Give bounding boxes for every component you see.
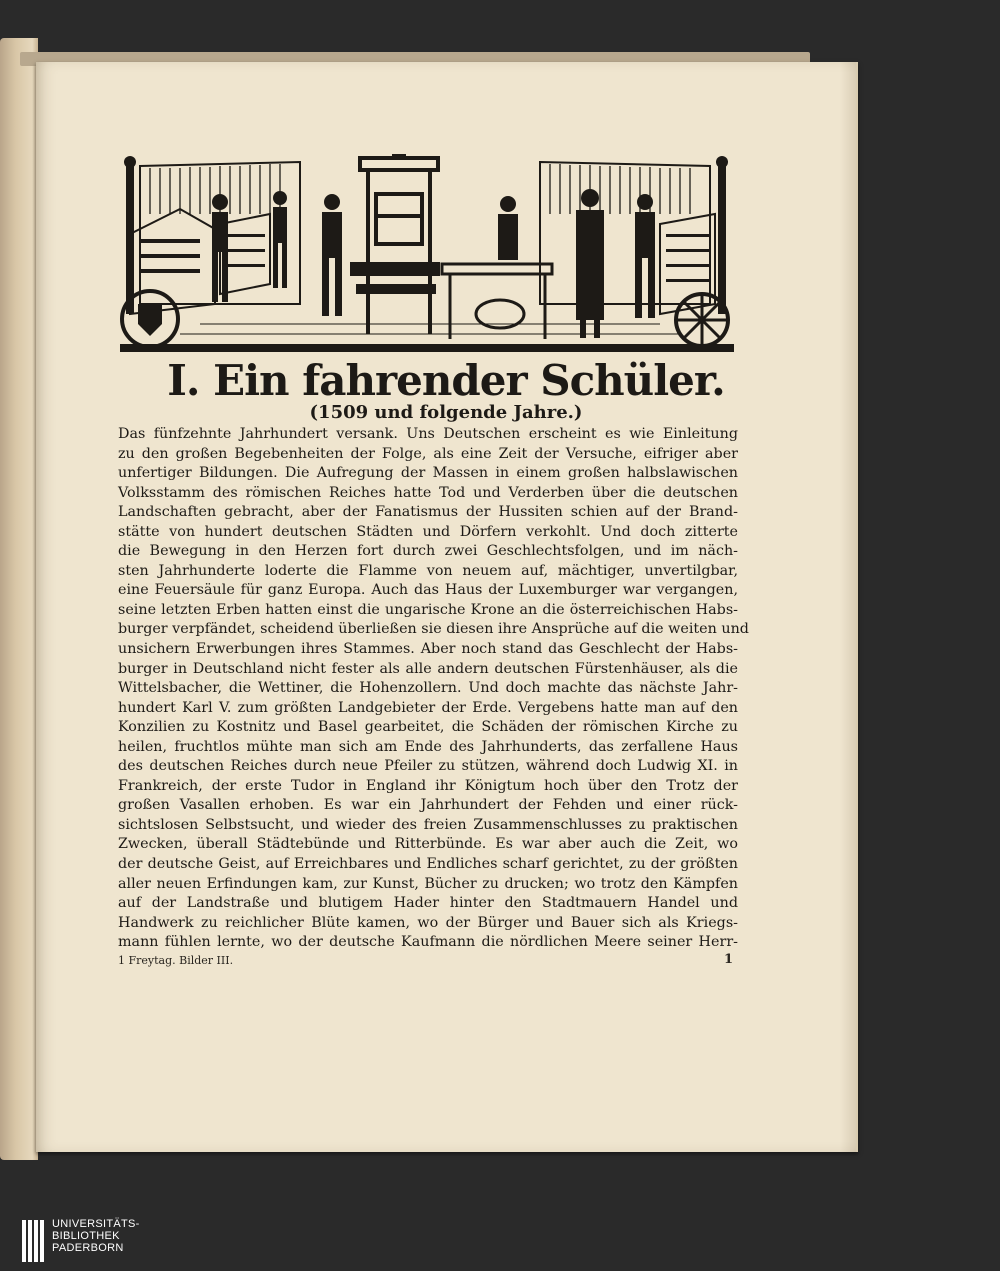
text-line: Konzilien zu Kostnitz und Basel gearbeitet, die Schäden der römischen Kirche zu <box>118 719 738 736</box>
text-line: eine Feuersäule für ganz Europa. Auch das Haus der Luxemburger war vergangen, <box>118 582 738 599</box>
text-line: auf der Landstraße und blutigem Hader hinter den Stadtmauern Handel und <box>118 895 738 912</box>
text-line: großen Vasallen erhoben. Es war ein Jahrhundert der Fehden und einer rück- <box>118 797 738 814</box>
text-line: sten Jahrhunderte loderte die Flamme von neuem auf, mächtiger, unvertilgbar, <box>118 562 738 579</box>
woodcut-printing-workshop-illustration <box>120 154 734 354</box>
library-logo-icon <box>20 1218 46 1264</box>
book-page <box>36 62 858 1152</box>
text-line: burger in Deutschland nicht fester als alle andern deutschen Fürstenhäuser, als die <box>118 660 738 677</box>
footer-signature: 1 Freytag. Bilder III. <box>118 954 234 967</box>
body-text <box>118 425 749 953</box>
text-line: burger verpfändet, scheidend überließen sie diesen ihre Ansprüche auf die weiten und <box>118 621 749 638</box>
text-line: aller neuen Erfindungen kam, zur Kunst, Bücher zu drucken; wo trotz den Kämpfen <box>118 875 738 892</box>
chapter-subtitle: (1509 und folgende Jahre.) <box>309 402 583 423</box>
chapter-title: I. Ein fahrender Schüler. <box>167 356 725 405</box>
text-line: sichtslosen Selbstsucht, und wieder des freien Zusammenschlusses zu praktischen <box>118 816 738 833</box>
text-line: Landschaften gebracht, aber der Fanatismus der Hussiten schien auf der Brand- <box>118 504 738 521</box>
library-logo-text: UNIVERSITÄTS- BIBLIOTHEK PADERBORN <box>52 1218 140 1254</box>
text-line: Frankreich, der erste Tudor in England ihr Königtum hoch über den Trotz der <box>118 777 738 794</box>
text-line: stätte von hundert deutschen Städten und Dörfern verkohlt. Und doch zitterte <box>118 523 738 540</box>
text-line: heilen, fruchtlos mühte man sich am Ende des Jahrhunderts, das zerfallene Haus <box>118 738 738 755</box>
text-line: Volksstamm des römischen Reiches hatte Tod und Verderben über die deutschen <box>118 484 738 501</box>
text-line: unsichern Erwerbungen ihres Stammes. Aber noch stand das Geschlecht der Habs- <box>118 641 738 658</box>
footer-page-number: 1 <box>724 952 734 967</box>
library-logo <box>20 1218 220 1268</box>
text-line: Wittelsbacher, die Wettiner, die Hohenzollern. Und doch machte das nächste Jahr- <box>118 680 738 697</box>
book-spine-edge <box>0 38 38 1160</box>
text-line: der deutsche Geist, auf Erreichbares und Endliches scharf gerichtet, zu der größten <box>118 856 738 873</box>
text-line: zu den großen Begebenheiten der Folge, als eine Zeit der Versuche, eifriger aber <box>118 445 738 462</box>
text-line: des deutschen Reiches durch neue Pfeiler zu stützen, während doch Ludwig XI. in <box>118 758 738 775</box>
text-line: Das fünfzehnte Jahrhundert versank. Uns Deutschen erscheint es wie Einleitung <box>118 426 738 442</box>
text-line: mann fühlen lernte, wo der deutsche Kaufmann die nördlichen Meere seiner Herr- <box>118 934 738 951</box>
text-line: seine letzten Erben hatten einst die ungarische Krone an die österreichischen Habs- <box>118 601 738 618</box>
text-line: hundert Karl V. zum größten Landgebieter der Erde. Vergebens hatte man auf den <box>118 699 738 716</box>
text-line: unfertiger Bildungen. Die Aufregung der Massen in einem großen halbslawischen <box>118 465 738 482</box>
text-line: Zwecken, überall Städtebünde und Ritterbünde. Es war aber auch die Zeit, wo <box>118 836 738 853</box>
text-line: die Bewegung in den Herzen fort durch zwei Geschlechtsfolgen, und im näch- <box>118 543 738 560</box>
text-line: Handwerk zu reichlicher Blüte kamen, wo der Bürger und Bauer sich als Kriegs- <box>118 914 738 931</box>
